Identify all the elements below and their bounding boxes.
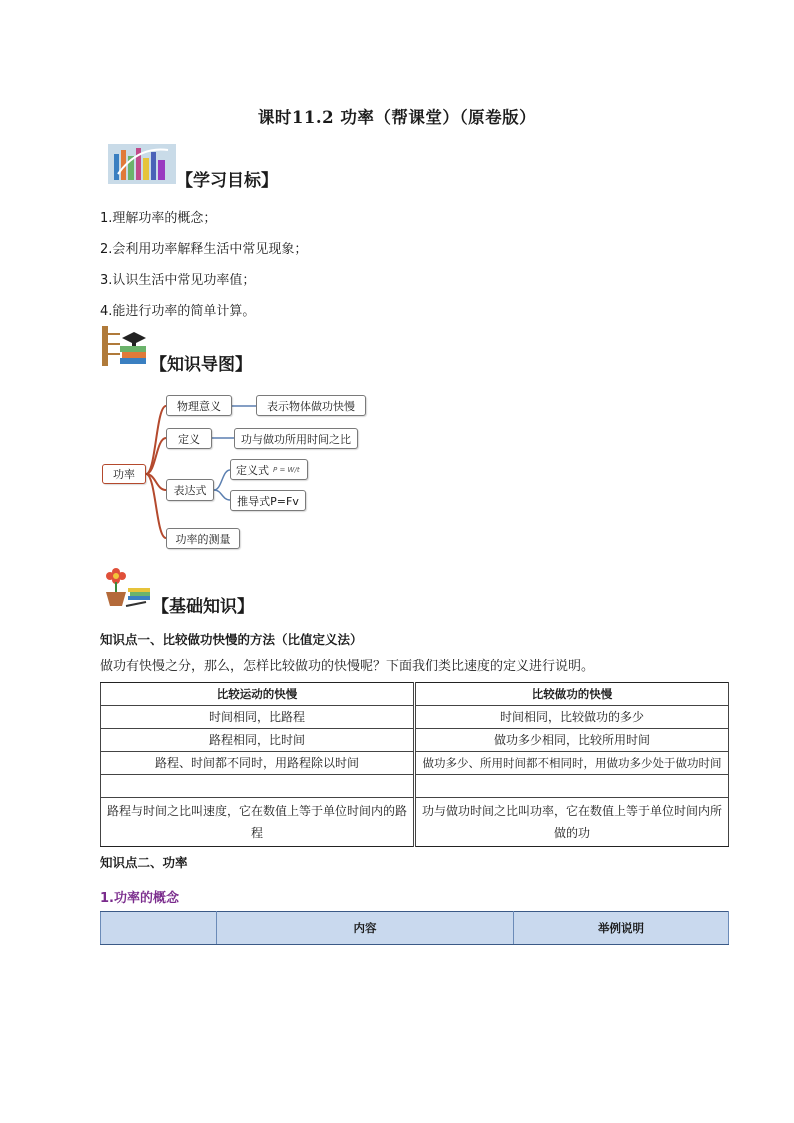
goal-item: 2.会利用功率解释生活中常见现象；	[100, 242, 308, 257]
goal-item: 3.认识生活中常见功率值；	[100, 273, 256, 288]
mindmap	[100, 390, 400, 552]
table-cell: 路程与时间之比叫速度，它在数值上等于单位时间内的路程	[101, 798, 415, 847]
section-label-mindmap: 【知识导图】	[150, 355, 252, 375]
section-label-basics: 【基础知识】	[152, 597, 254, 617]
table-row	[101, 752, 729, 775]
concept-table	[100, 911, 729, 945]
table-cell: 时间相同，比路程	[101, 706, 415, 729]
mindmap-node-derived-formula: 推导式P=Fv	[230, 490, 306, 511]
flower-pot-icon	[100, 562, 152, 608]
table-cell: 路程相同，比时间	[101, 729, 415, 752]
table-cell: 路程、时间都不同时，用路程除以时间	[101, 752, 415, 775]
mindmap-node-definition: 定义	[166, 428, 212, 449]
table-row	[101, 729, 729, 752]
goal-item: 4.能进行功率的简单计算。	[100, 304, 256, 319]
table-header: 比较运动的快慢	[101, 683, 415, 706]
table-cell: 做功多少、所用时间都不相同时，用做功多少处于做功时间	[415, 752, 729, 775]
table-header: 举例说明	[514, 912, 729, 945]
table-header: 内容	[217, 912, 514, 945]
kp1-intro: 做功有快慢之分，那么，怎样比较做功的快慢呢？下面我们类比速度的定义进行说明。	[100, 659, 595, 674]
mindmap-node-measurement: 功率的测量	[166, 528, 240, 549]
table-cell	[415, 775, 729, 798]
mindmap-root: 功率	[102, 464, 146, 484]
mindmap-node-meaning-desc: 表示物体做功快慢	[256, 395, 366, 416]
kp2-title: 知识点二、功率	[100, 855, 188, 870]
table-cell: 功与做功时间之比叫功率，它在数值上等于单位时间内所做的功	[415, 798, 729, 847]
def-formula-math: P = W/t	[273, 465, 300, 474]
mindmap-node-definition-desc: 功与做功所用时间之比	[234, 428, 358, 449]
table-cell: 做功多少相同，比较所用时间	[415, 729, 729, 752]
kp1-title: 知识点一、比较做功快慢的方法（比值定义法）	[100, 632, 363, 647]
mindmap-node-expression: 表达式	[166, 479, 214, 501]
table-header	[101, 912, 217, 945]
table-header: 比较做功的快慢	[415, 683, 729, 706]
books-icon	[108, 144, 176, 184]
mindmap-node-meaning: 物理意义	[166, 395, 232, 416]
mindmap-node-def-formula	[230, 459, 308, 480]
goal-item: 1.理解功率的概念；	[100, 211, 217, 226]
study-stack-icon	[100, 324, 150, 370]
section-label-goals: 【学习目标】	[176, 171, 278, 191]
table-header-row	[101, 912, 729, 945]
table-row	[101, 775, 729, 798]
def-formula-label: 定义式	[236, 463, 269, 477]
table-cell	[101, 775, 415, 798]
table-header-row	[101, 683, 729, 706]
page-title: 课时11.2 功率（帮课堂）（原卷版）	[257, 108, 537, 127]
table-cell: 时间相同，比较做功的多少	[415, 706, 729, 729]
kp2-subtitle: 1.功率的概念	[100, 891, 179, 906]
comparison-table	[100, 682, 729, 847]
table-row	[101, 706, 729, 729]
table-row	[101, 798, 729, 847]
